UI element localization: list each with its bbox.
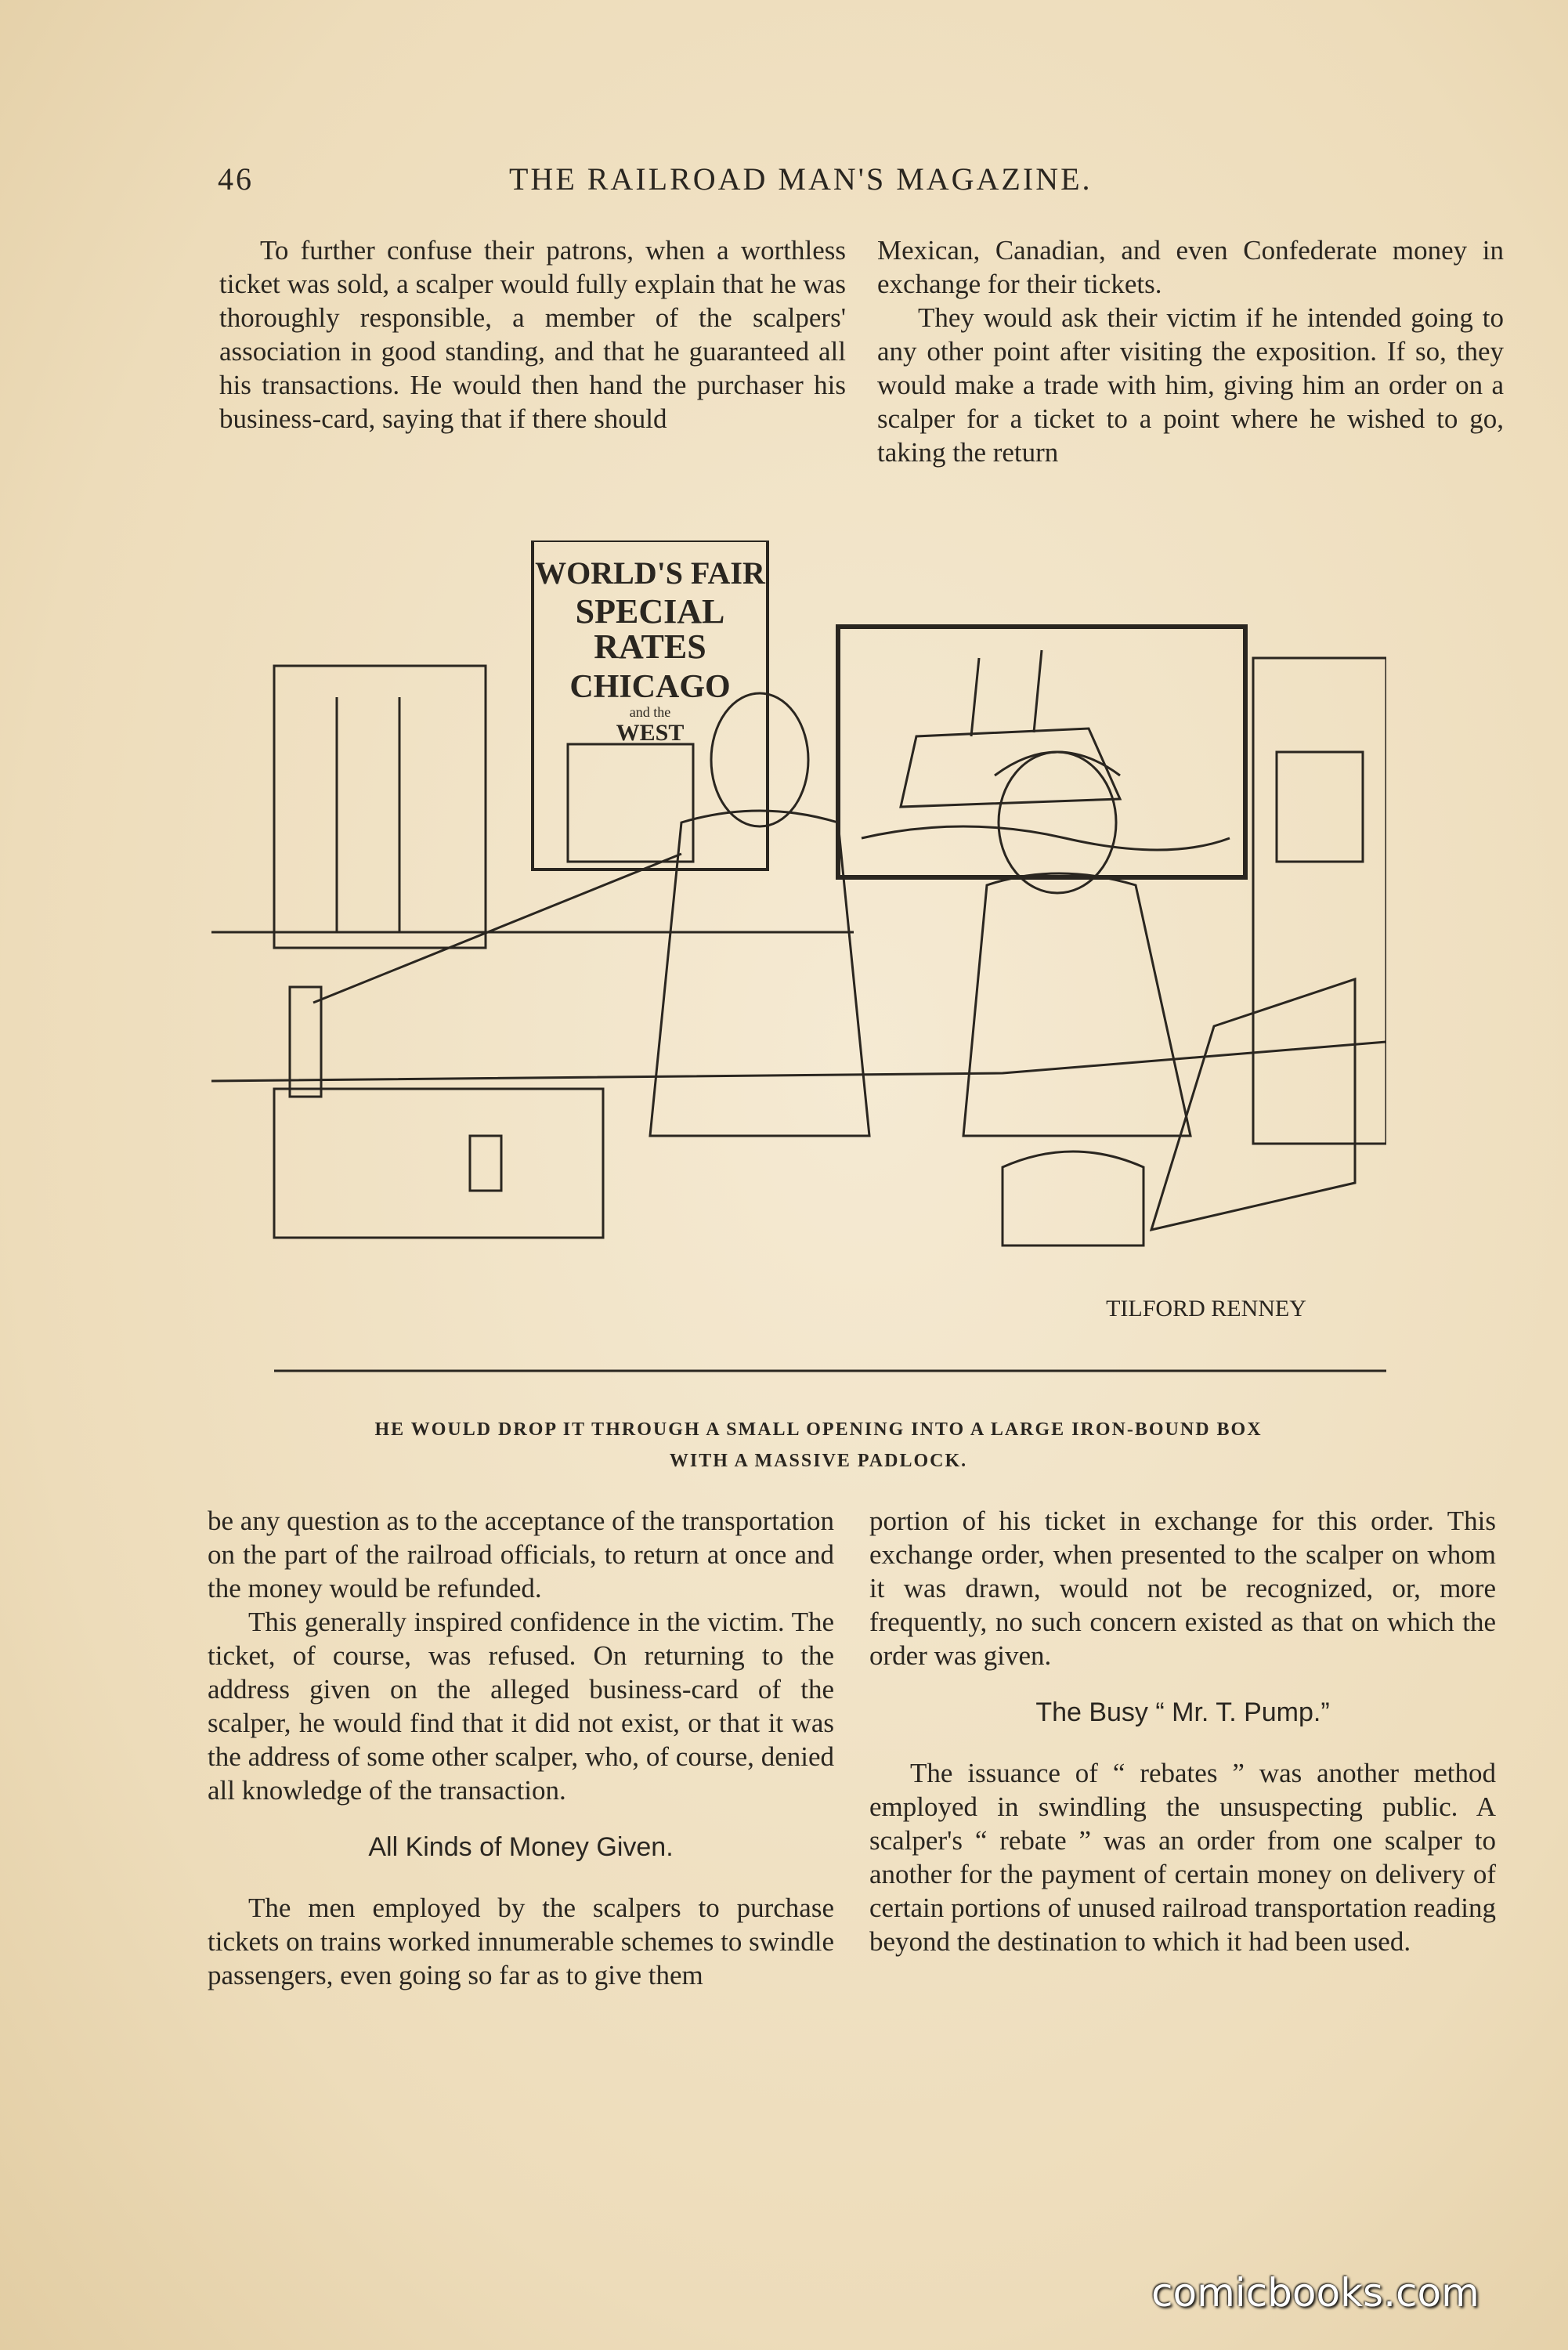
paragraph: The issuance of “ rebates ” was another method employed in swindling the unsuspecting public. A scalper's “ rebate ” was an order from one scalper to another for the payment of certain money on delivery of certain portions of unused railroad transportation reading beyond the destination to which it had been used. [869, 1758, 1496, 1957]
artist-signature: TILFORD RENNEY [1106, 1296, 1306, 1321]
poster-line: RATES [594, 627, 706, 666]
section-heading: The Busy “ Mr. T. Pump.” [1035, 1697, 1330, 1727]
running-title: THE RAILROAD MAN'S MAGAZINE. [509, 161, 1093, 197]
poster-line: SPECIAL [575, 592, 725, 631]
figure-caption [258, 1414, 1378, 1484]
poster-line: WEST [616, 720, 685, 746]
column-top-right [877, 233, 1504, 515]
paragraph: They would ask their victim if he intended going to any other point after visiting the exposition. If so, they would make a trade with him, giving him an order on a scalper for a ticket to a point where he wished to go, taking the return [877, 302, 1504, 468]
column-bottom-right [869, 1504, 1496, 2146]
column-bottom-left [208, 1504, 834, 2162]
caption-line: HE WOULD DROP IT THROUGH A SMALL OPENING INTO A LARGE IRON-BOUND BOX [374, 1419, 1263, 1440]
paragraph: Mexican, Canadian, and even Confederate money in exchange for their tickets. [877, 235, 1504, 299]
caption-line: WITH A MASSIVE PADLOCK. [669, 1451, 968, 1471]
page-number: 46 [218, 161, 254, 197]
poster-line: CHICAGO [569, 669, 731, 705]
paragraph: be any question as to the acceptance of the transportation on the part of the railroad officials, to return at once and the money would be refunded. [208, 1506, 834, 1603]
paragraph: The men employed by the scalpers to purchase tickets on trains worked innumerable schemes to swindle passengers, even going so far as to give them [208, 1893, 834, 1990]
paragraph: portion of his ticket in exchange for this order. This exchange order, when presented to the scalper on whom it was drawn, would not be recognized, or, more frequently, no such concern existed as that on which the order was given. [869, 1506, 1496, 1671]
poster-line: WORLD'S FAIR [535, 555, 765, 591]
section-heading: All Kinds of Money Given. [368, 1832, 674, 1862]
page-header [211, 161, 1504, 208]
poster-line: and the [629, 704, 671, 720]
column-top-left [219, 233, 846, 515]
paragraph: This generally inspired confidence in the victim. The ticket, of course, was refused. On returning to the address given on the alleged business-card of the scalper, he would find that it did not exist, or that it was the address of some other scalper, who, of course, denied all knowledge of the transaction. [208, 1607, 834, 1806]
illustration [211, 540, 1386, 1386]
site-watermark: comicbooks.com [1151, 2270, 1479, 2316]
paragraph: To further confuse their patrons, when a worthless ticket was sold, a scalper would fully explain that he was thoroughly responsible, a member of the scalpers' association in good standing, and that he guaranteed all his transactions. He would then hand the purchaser his business-card, saying that if there should [219, 235, 846, 434]
